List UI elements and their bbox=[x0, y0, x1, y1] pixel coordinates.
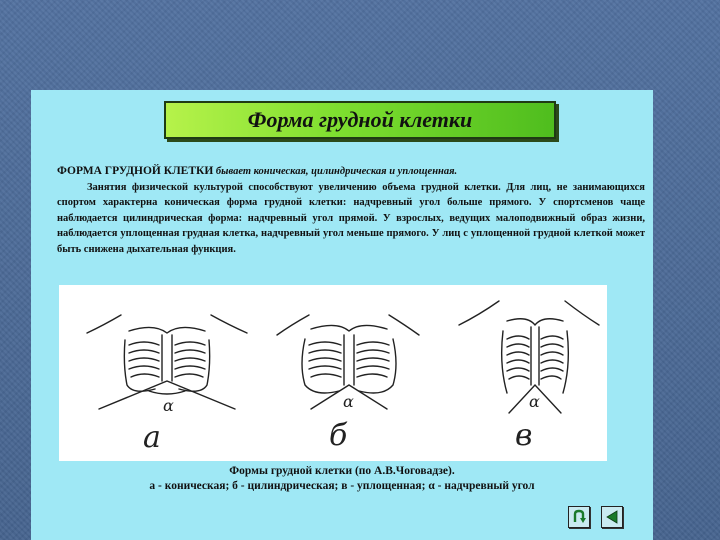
return-button[interactable] bbox=[568, 506, 590, 528]
back-button[interactable] bbox=[601, 506, 623, 528]
paragraph-body: Занятия физической культурой способствуют увеличению объема грудной клетки. Для лиц, не занимающихся спортом характерна коническая форма грудной клетки: надчревный угол больше прямого. У спортсменов чаще наблюдается цилиндрическая форма: надчревный угол прямой. У взрослых, ведущих малоподвижный образ жизни, наблюдается уплощенная грудная клетка, надчревный угол меньше прямого. У лиц с уплощенной грудной клеткой может быть снижена дыхательная функция. bbox=[57, 181, 645, 255]
chest-shapes-drawing bbox=[59, 285, 607, 461]
angle-symbol-a: α bbox=[163, 396, 174, 415]
angle-symbol-b: α bbox=[343, 392, 354, 411]
conical-chest-drawing bbox=[87, 315, 247, 409]
triangle-left-icon bbox=[602, 507, 622, 527]
caption-line-1: Формы грудной клетки (по А.В.Чоговадзе). bbox=[229, 465, 455, 477]
figure-caption bbox=[31, 464, 653, 494]
chest-shapes-illustration bbox=[59, 285, 607, 461]
title-banner bbox=[164, 101, 556, 139]
angle-symbol-c: α bbox=[529, 392, 540, 411]
letter-c: в bbox=[515, 418, 533, 453]
paragraph-lead-italic: бывает коническая, цилиндрическая и уплощенная. bbox=[213, 166, 458, 177]
description-paragraph bbox=[57, 164, 645, 257]
letter-b: б bbox=[329, 418, 348, 453]
paragraph-lead: ФОРМА ГРУДНОЙ КЛЕТКИ bbox=[57, 165, 214, 177]
letter-a: а bbox=[143, 420, 161, 455]
content-panel bbox=[31, 90, 653, 540]
caption-line-2: а - коническая; б - цилиндрическая; в - уплощенная; α - надчревный угол bbox=[149, 480, 535, 492]
slide-title: Форма грудной клетки bbox=[247, 107, 473, 132]
u-turn-arrow-icon bbox=[569, 507, 589, 527]
